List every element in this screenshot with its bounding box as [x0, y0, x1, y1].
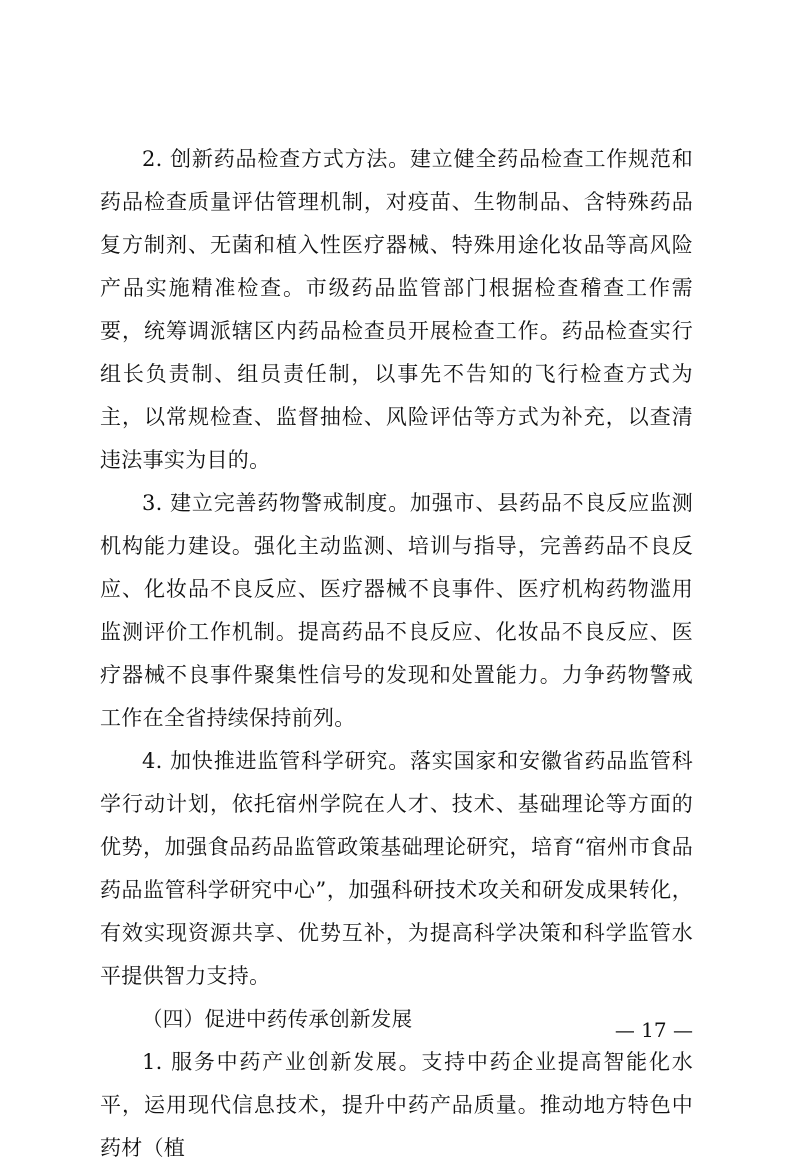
page-number: — 17 —	[614, 1018, 693, 1042]
paragraph-drug-inspection: 2. 创新药品检查方式方法。建立健全药品检查工作规范和药品检查质量评估管理机制，对疫苗、生物制品、含特殊药品复方制剂、无菌和植入性医疗器械、特殊用途化妆品等高风险产品实施精准检查。市级药品监管部门根据检查稽查工作需要，统筹调派辖区内药品检查员开展检查工作。药品检查实行组长负责制、组员责任制，以事先不告知的飞行检查方式为主，以常规检查、监督抽检、风险评估等方式为补充，以查清违法事实为目的。	[100, 147, 693, 472]
document-body	[100, 138, 693, 1170]
section-heading: （四）促进中药传承创新发展	[142, 1007, 413, 1031]
paragraph-regulatory-science: 4. 加快推进监管科学研究。落实国家和安徽省药品监管科学行动计划，依托宿州学院在人才、技术、基础理论等方面的优势，加强食品药品监管政策基础理论研究，培育“宿州市食品药品监管科学研究中心”，加强科研技术攻关和研发成果转化，有效实现资源共享、优势互补，为提高科学决策和科学监管水平提供智力支持。	[100, 749, 693, 988]
paragraph-pharmacovigilance: 3. 建立完善药物警戒制度。加强市、县药品不良反应监测机构能力建设。强化主动监测、培训与指导，完善药品不良反应、化妆品不良反应、医疗器械不良事件、医疗机构药物滥用监测评价工作机制。提高药品不良反应、化妆品不良反应、医疗器械不良事件聚集性信号的发现和处置能力。力争药物警戒工作在全省持续保持前列。	[100, 491, 693, 730]
paragraph-tcm-industry: 1. 服务中药产业创新发展。支持中药企业提高智能化水平，运用现代信息技术，提升中药产品质量。推动地方特色中药材（植	[100, 1050, 693, 1160]
